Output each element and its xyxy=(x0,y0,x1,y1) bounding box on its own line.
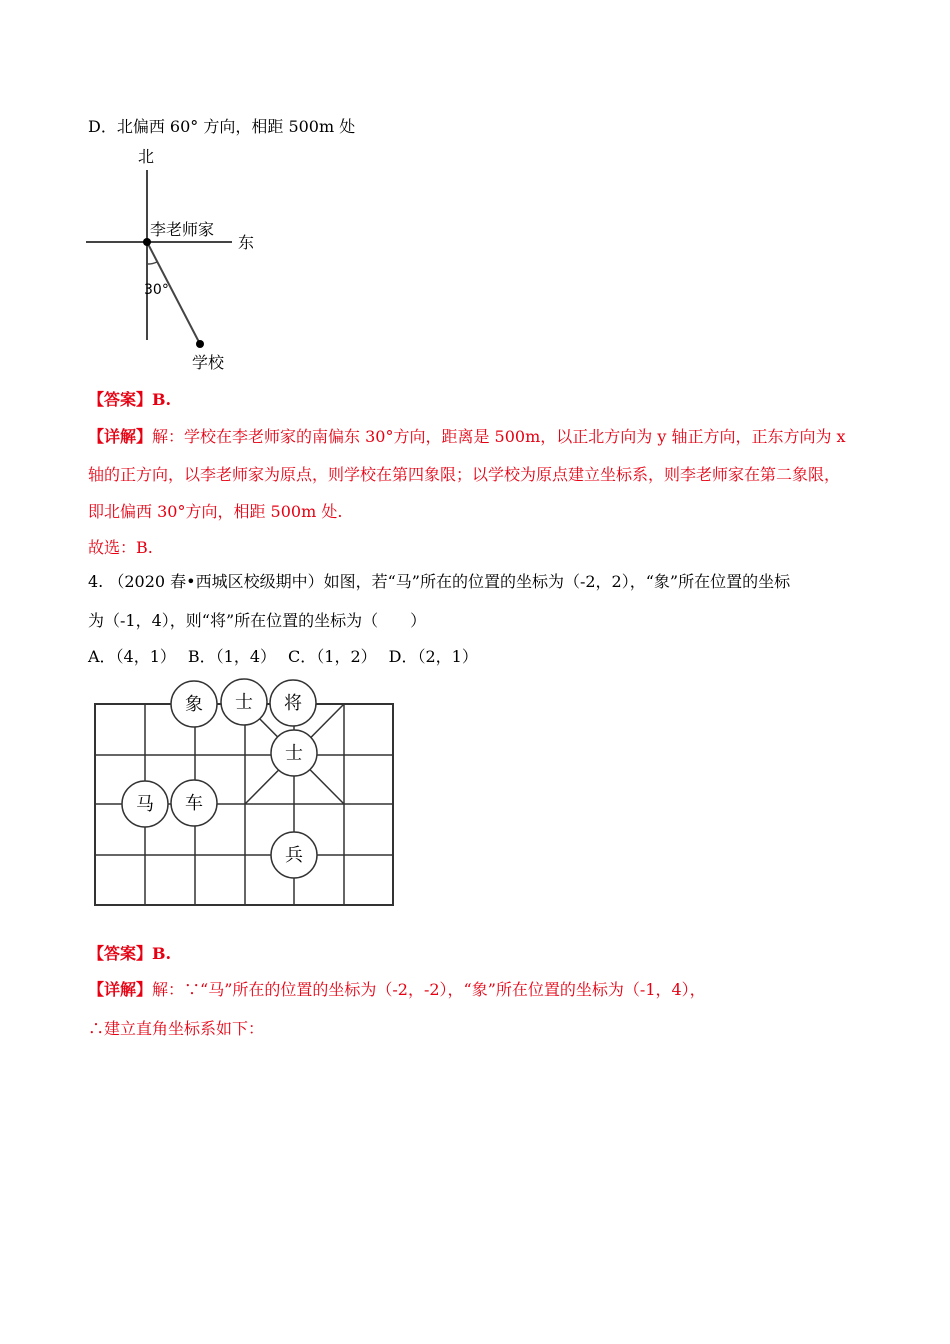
q4-option-a: A．（4，1） xyxy=(88,647,176,666)
q4-option-d: D．（2，1） xyxy=(388,647,478,666)
piece-shi-center-label: 士 xyxy=(285,743,303,764)
piece-che-label: 车 xyxy=(185,793,203,814)
q3-answer-value: B. xyxy=(152,390,172,409)
q4-detail-line2: ∴建立直角坐标系如下： xyxy=(88,1019,265,1038)
piece-bing-label: 兵 xyxy=(285,845,303,866)
north-label: 北 xyxy=(138,147,155,166)
piece-jiang-label: 将 xyxy=(284,693,302,714)
direction-diagram xyxy=(80,142,280,377)
school-label: 学校 xyxy=(192,353,225,372)
q3-answer-bracket: 【答案】 xyxy=(88,390,153,409)
east-label: 东 xyxy=(238,233,255,252)
q3-detail-line3: 即北偏西 30°方向，相距 500m 处. xyxy=(88,502,343,521)
angle-arc xyxy=(147,262,157,264)
q4-stem-line1: 4. （2020 春•西城区校级期中）如图，若“马”所在的位置的坐标为（-2，2），“象”所在位置的坐标 xyxy=(88,572,791,591)
piece-xiang-label: 象 xyxy=(185,694,203,715)
piece-shi-top-label: 士 xyxy=(235,692,253,713)
option-d-text: D．北偏西 60° 方向，相距 500m 处 xyxy=(88,117,356,136)
q3-detail-bracket: 【详解】 xyxy=(88,427,153,446)
q4-detail-bracket: 【详解】 xyxy=(88,980,153,999)
q4-option-c: C．（1，2） xyxy=(288,647,377,666)
q4-answer-value: B. xyxy=(152,944,172,963)
q3-detail-line2: 轴的正方向，以李老师家为原点，则学校在第四象限；以学校为原点建立坐标系，则李老师家在第二象限， xyxy=(88,465,841,484)
piece-ma-label: 马 xyxy=(136,794,154,815)
school-point xyxy=(196,340,204,348)
q4-detail-line1 xyxy=(88,980,706,1000)
home-point xyxy=(143,238,151,246)
q3-detail-text1: 解：学校在李老师家的南偏东 30°方向，距离是 500m，以正北方向为 y 轴正方向，正东方向为 x xyxy=(152,427,846,446)
q4-answer xyxy=(88,944,171,964)
q3-detail-line1 xyxy=(88,427,846,447)
q4-options xyxy=(88,647,490,667)
home-label: 李老师家 xyxy=(150,220,215,239)
chess-board-diagram xyxy=(90,676,400,912)
q4-stem-line2: 为（-1，4），则“将”所在位置的坐标为（ ） xyxy=(88,611,427,630)
q4-answer-bracket: 【答案】 xyxy=(88,944,153,963)
q3-conclusion: 故选：B. xyxy=(88,538,153,557)
q4-option-b: B．（1，4） xyxy=(187,647,277,666)
q4-detail-text1: 解：∵“马”所在的位置的坐标为（-2，-2），“象”所在位置的坐标为（-1，4）， xyxy=(152,980,706,999)
q3-answer xyxy=(88,390,171,410)
angle-label: 30° xyxy=(144,282,169,298)
